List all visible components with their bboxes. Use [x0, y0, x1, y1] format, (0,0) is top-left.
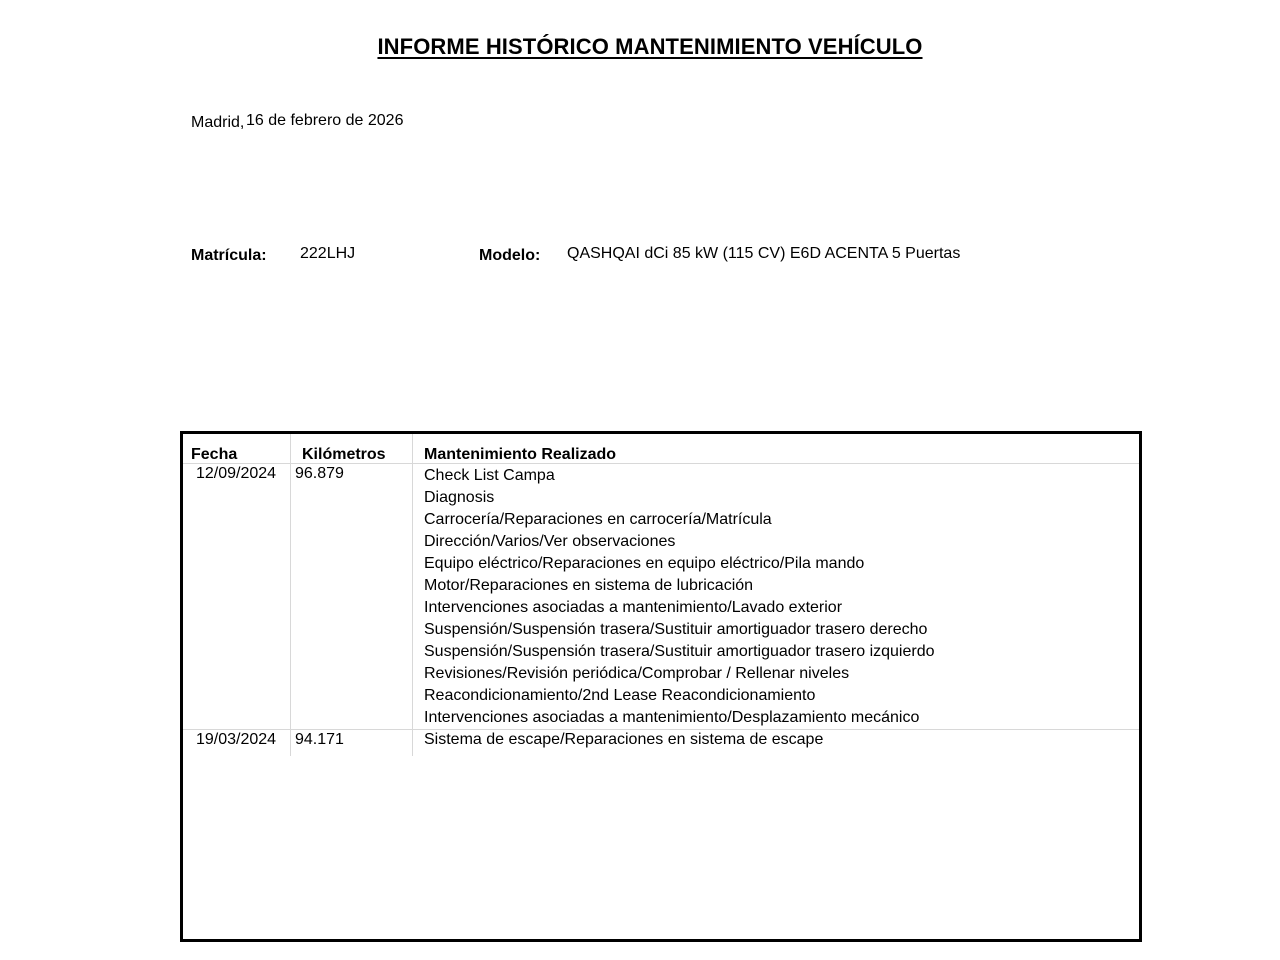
column-header-km: Kilómetros — [302, 446, 386, 463]
column-header-maintenance: Mantenimiento Realizado — [424, 446, 617, 463]
maintenance-item: Equipo eléctrico/Reparaciones en equipo eléctrico/Pila mando — [424, 555, 865, 572]
maintenance-item: Diagnosis — [424, 489, 495, 506]
row-km: 96.879 — [295, 465, 344, 482]
report-title: INFORME HISTÓRICO MANTENIMIENTO VEHÍCULO — [377, 34, 923, 59]
maintenance-item: Check List Campa — [424, 467, 555, 484]
maintenance-item: Reacondicionamiento/2nd Lease Reacondicionamiento — [424, 687, 816, 704]
maintenance-item: Suspensión/Suspensión trasera/Sustituir amortiguador trasero izquierdo — [424, 643, 935, 660]
row-km: 94.171 — [295, 731, 344, 748]
maintenance-item: Sistema de escape/Reparaciones en sistema de escape — [424, 731, 824, 748]
maintenance-list — [424, 465, 935, 729]
plate-label: Matrícula: — [191, 247, 267, 264]
row-divider — [183, 729, 1139, 730]
row-date: 19/03/2024 — [196, 731, 277, 748]
model-label: Modelo: — [479, 247, 541, 264]
maintenance-item: Revisiones/Revisión periódica/Comprobar / Rellenar niveles — [424, 665, 850, 682]
maintenance-item: Intervenciones asociadas a mantenimiento/Lavado exterior — [424, 599, 843, 616]
column-divider — [290, 434, 291, 756]
maintenance-item: Intervenciones asociadas a mantenimiento/Desplazamiento mecánico — [424, 709, 920, 726]
row-date: 12/09/2024 — [196, 465, 277, 482]
maintenance-item: Dirección/Varios/Ver observaciones — [424, 533, 676, 550]
column-header-date: Fecha — [191, 446, 238, 463]
column-divider — [412, 434, 413, 756]
maintenance-item: Suspensión/Suspensión trasera/Sustituir amortiguador trasero derecho — [424, 621, 928, 638]
plate-value: 222LHJ — [300, 245, 356, 262]
model-value: QASHQAI dCi 85 kW (115 CV) E6D ACENTA 5 Puertas — [567, 245, 961, 262]
report-date: 16 de febrero de 2026 — [246, 112, 404, 129]
maintenance-item: Motor/Reparaciones en sistema de lubricación — [424, 577, 754, 594]
report-city: Madrid, — [191, 114, 245, 131]
maintenance-item: Carrocería/Reparaciones en carrocería/Matrícula — [424, 511, 772, 528]
